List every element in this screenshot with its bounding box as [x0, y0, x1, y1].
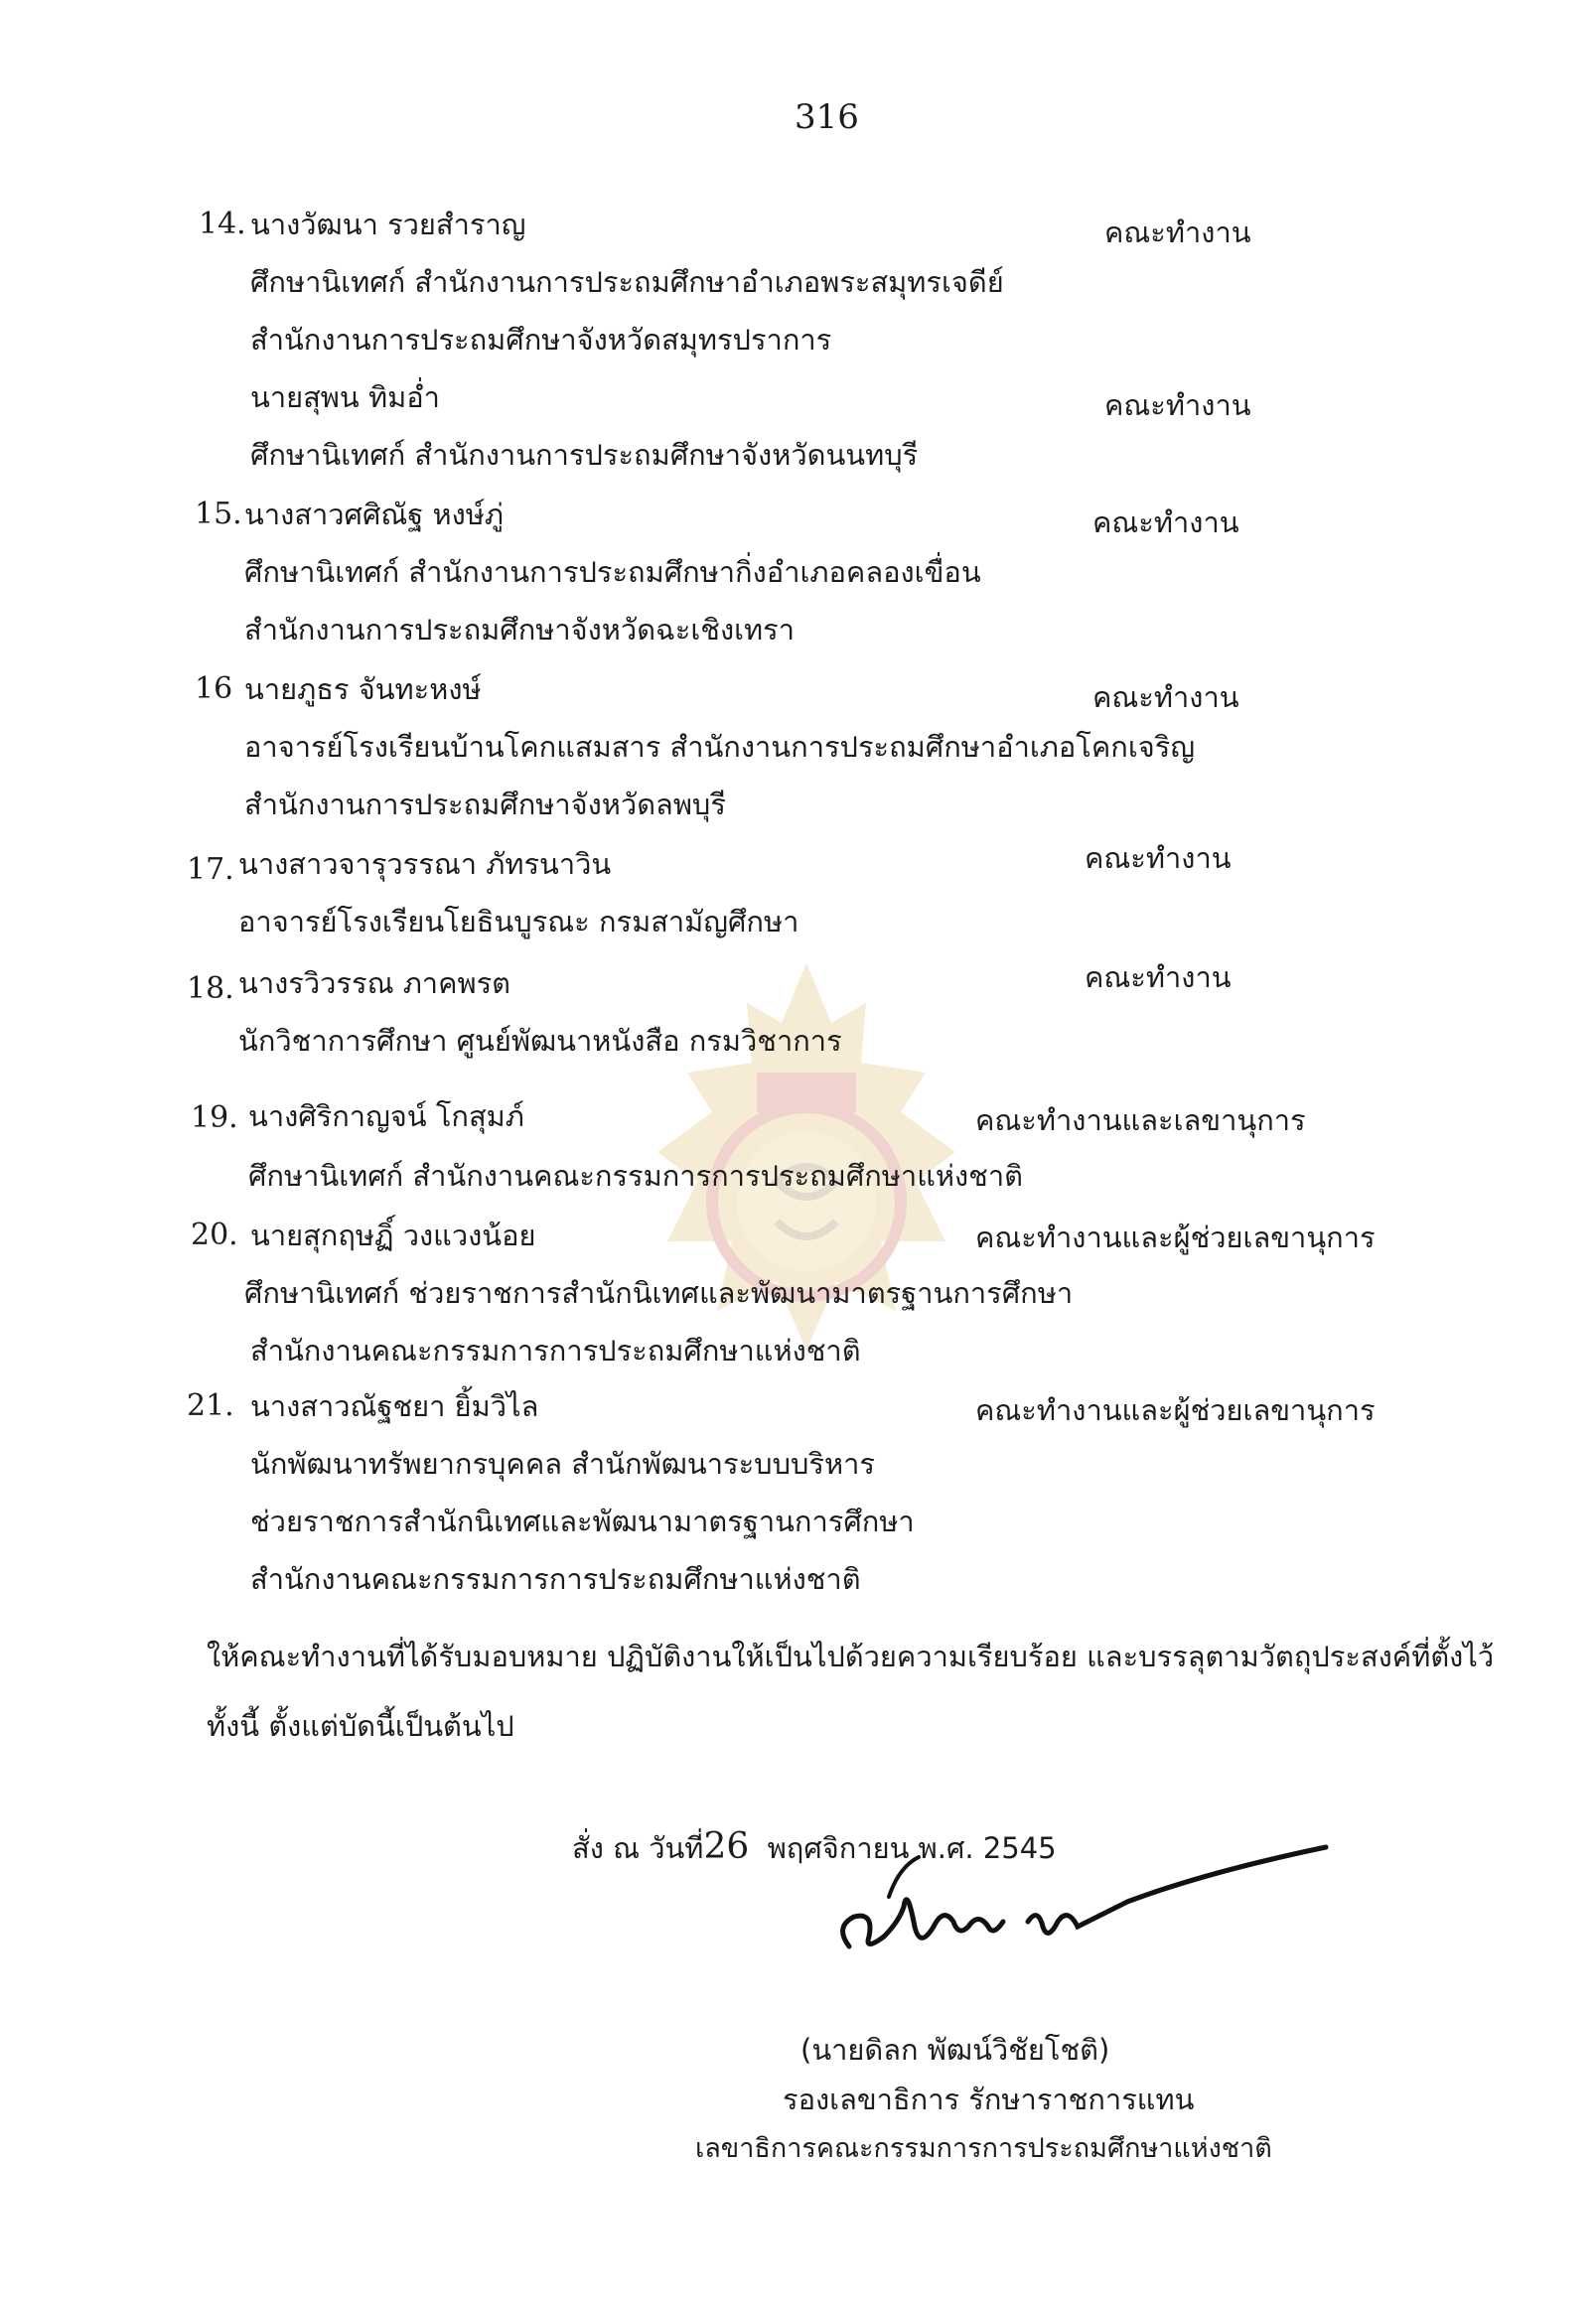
- entry-role: คณะทำงาน: [1092, 505, 1239, 539]
- entry-role: คณะทำงาน: [1092, 680, 1239, 714]
- entry-role: คณะทำงาน: [1085, 960, 1232, 994]
- entry-number: 18.: [187, 971, 234, 1006]
- closing-paragraph-line: ให้คณะทำงานที่ได้รับมอบหมาย ปฏิบัติงานให้เป็นไปด้วยความเรียบร้อย และบรรลุตามวัตถุประสงค์ที่ตั้งไว้: [207, 1640, 1495, 1673]
- entry-number: 20.: [191, 1218, 238, 1252]
- entry-detail: ศึกษานิเทศก์ สำนักงานการประถมศึกษาจังหวัดนนทบุรี: [250, 438, 919, 472]
- order-prefix: สั่ง ณ วันที่: [572, 1831, 704, 1865]
- entry-role: คณะทำงาน: [1085, 841, 1232, 875]
- entry-number: 21.: [187, 1388, 234, 1423]
- signatory-title: เลขาธิการคณะกรรมการการประถมศึกษาแห่งชาติ: [695, 2133, 1272, 2164]
- entry-name: นางวัฒนา รวยสำราญ: [250, 208, 526, 241]
- entry-number: 16: [195, 671, 233, 706]
- entry-detail: ศึกษานิเทศก์ สำนักงานคณะกรรมการการประถมศึกษาแห่งชาติ: [248, 1159, 1023, 1193]
- entry-number: 15.: [195, 497, 242, 531]
- entry-number: 19.: [191, 1100, 238, 1135]
- entry-name: นางสาวณัฐชยา ยิ้มวิไล: [250, 1389, 539, 1423]
- entry-name: นางศิริกาญจน์ โกสุมภ์: [248, 1099, 524, 1133]
- entry-detail: สำนักงานคณะกรรมการการประถมศึกษาแห่งชาติ: [250, 1334, 861, 1367]
- entry-number: 14.: [199, 207, 246, 241]
- entry-role: คณะทำงาน: [1104, 388, 1251, 422]
- closing-paragraph-line: ทั้งนี้ ตั้งแต่บัดนี้เป็นต้นไป: [207, 1709, 514, 1743]
- order-month-year: พฤศจิกายน พ.ศ. 2545: [767, 1831, 1057, 1865]
- entry-name: นางสาวศศิณัฐ หงษ์ภู่: [244, 498, 504, 531]
- entry-name: นางสาวจารุวรรณา ภัทรนาวิน: [238, 847, 612, 881]
- page-number: 316: [795, 97, 859, 137]
- entry-number: 17.: [187, 852, 234, 887]
- entry-role: คณะทำงานและเลขานุการ: [975, 1103, 1306, 1137]
- handwritten-signature: [829, 1827, 1346, 1996]
- entry-role: คณะทำงาน: [1104, 216, 1251, 249]
- entry-detail: นักวิชาการศึกษา ศูนย์พัฒนาหนังสือ กรมวิชาการ: [238, 1024, 842, 1058]
- entry-name: นายสุพน ทิมอ่ำ: [250, 380, 440, 414]
- entry-role: คณะทำงานและผู้ช่วยเลขานุการ: [975, 1221, 1376, 1254]
- entry-detail: อาจารย์โรงเรียนบ้านโคกแสมสาร สำนักงานการประถมศึกษาอำเภอโคกเจริญ: [244, 730, 1196, 764]
- entry-detail: สำนักงานคณะกรรมการการประถมศึกษาแห่งชาติ: [250, 1562, 861, 1596]
- entry-name: นายสุกฤษฏิ์ วงแวงน้อย: [250, 1219, 536, 1252]
- entry-detail: สำนักงานการประถมศึกษาจังหวัดฉะเชิงเทรา: [244, 613, 796, 647]
- entry-detail: สำนักงานการประถมศึกษาจังหวัดสมุทรปราการ: [250, 323, 832, 357]
- entry-detail: นักพัฒนาทรัพยากรบุคคล สำนักพัฒนาระบบบริหาร: [250, 1447, 875, 1481]
- signatory-name: (นายดิลก พัฒน์วิชัยโชติ): [800, 2033, 1110, 2067]
- entry-name: นางรวิวรรณ ภาคพรต: [238, 966, 511, 1000]
- entry-role: คณะทำงานและผู้ช่วยเลขานุการ: [975, 1393, 1376, 1427]
- entry-detail: ช่วยราชการสำนักนิเทศและพัฒนามาตรฐานการศึกษา: [250, 1505, 915, 1538]
- order-day: 26: [703, 1826, 750, 1867]
- entry-detail: สำนักงานการประถมศึกษาจังหวัดลพบุรี: [244, 788, 726, 821]
- entry-detail: ศึกษานิเทศก์ สำนักงานการประถมศึกษากิ่งอำเภอคลองเขื่อน: [244, 555, 981, 589]
- signatory-title: รองเลขาธิการ รักษาราชการแทน: [783, 2083, 1195, 2116]
- entry-detail: ศึกษานิเทศก์ สำนักงานการประถมศึกษาอำเภอพระสมุทรเจดีย์: [250, 265, 1004, 299]
- entry-detail: ศึกษานิเทศก์ ช่วยราชการสำนักนิเทศและพัฒนามาตรฐานการศึกษา: [244, 1276, 1074, 1310]
- entry-name: นายภูธร จันทะหงษ์: [244, 672, 482, 706]
- entry-detail: อาจารย์โรงเรียนโยธินบูรณะ กรมสามัญศึกษา: [238, 905, 799, 938]
